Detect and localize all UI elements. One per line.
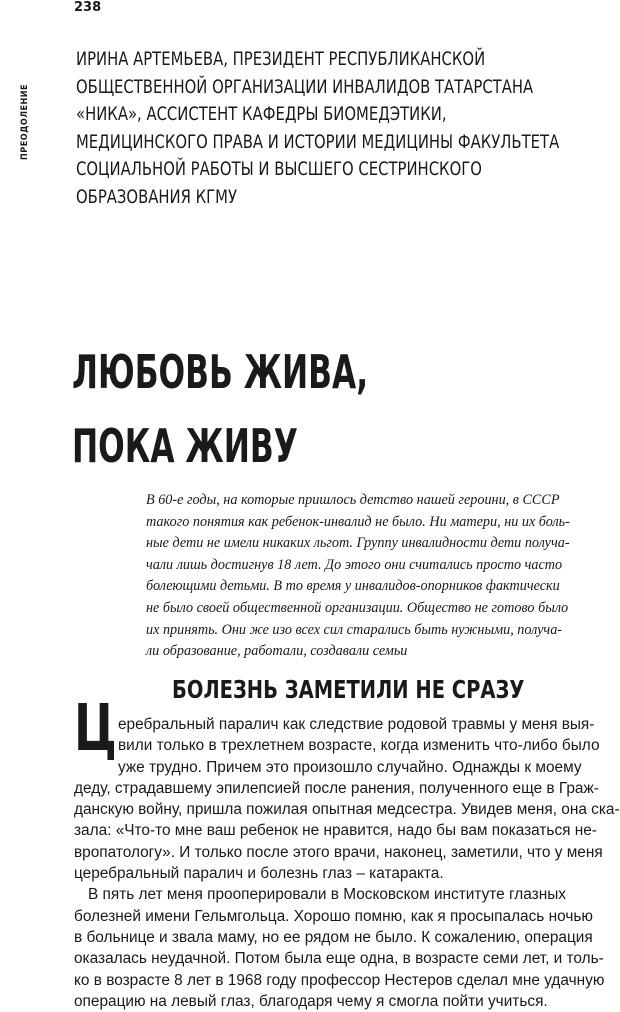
body-line: данскую войну, пришла пожилая опытная медсестра. Увидев меня, она ска-: [74, 801, 620, 819]
body-line: ко в возрасте 8 лет в 1968 году профессор Нестеров сделал мне удачную: [74, 971, 605, 989]
body-line: вропатологу». И только после этого врачи, наконец, заметили, что у меня: [74, 843, 603, 861]
body-line: зала: «Что-то мне ваш ребенок не нравится, надо бы вам показаться не-: [74, 822, 597, 840]
body-line: в больнице и звала маму, но ее рядом не было. К сожалению, операция: [74, 928, 593, 946]
lead-line: чали лишь достигнув 18 лет. До этого они считались просто часто: [146, 556, 563, 573]
article-title: [72, 335, 368, 483]
drop-cap: Ц: [74, 692, 117, 766]
body-line: операцию на левый глаз, благодаря чему я смогла пойти учиться.: [74, 992, 548, 1010]
body-line: деду, страдавшему эпилепсией после ранения, полученного еще в Граж-: [74, 779, 599, 797]
body-line: В пять лет меня прооперировали в Московском институте глазных: [88, 886, 566, 904]
title-line: ПОКА ЖИВУ: [72, 419, 298, 473]
body-line: оказалась неудачной. Потом была еще одна, в возрасте семи лет, и толь-: [74, 950, 604, 968]
author-line: МЕДИЦИНСКОГО ПРАВА И ИСТОРИИ МЕДИЦИНЫ ФАКУЛЬТЕТА: [76, 130, 560, 153]
author-line: ОБЩЕСТВЕННОЙ ОРГАНИЗАЦИИ ИНВАЛИДОВ ТАТАРСТАНА: [76, 75, 534, 98]
page-number: 238: [74, 0, 102, 15]
body-line: еребральный паралич как следствие родовой травмы у меня выя-: [118, 716, 595, 733]
author-line: ИРИНА АРТЕМЬЕВА, ПРЕЗИДЕНТ РЕСПУБЛИКАНСКОЙ: [76, 48, 486, 70]
body-line: церебральный паралич и болезнь глаз – катаракта.: [74, 865, 444, 883]
author-byline: [76, 46, 614, 211]
body-text: [74, 714, 620, 1012]
body-line: вили только в трехлетнем возрасте, когда изменить что-либо было: [118, 737, 600, 755]
lead-line: болеющими детьми. В то время у инвалидов-опорников фактически: [146, 578, 560, 595]
section-label-text: ПРЕОДОЛЕНИЕ: [20, 83, 30, 160]
lead-paragraph: [146, 490, 608, 663]
lead-line: ные дети не имели никаких льгот. Группу инвалидности дети получа-: [146, 535, 570, 552]
body-line: болезней имени Гельмгольца. Хорошо помню, как я просыпалась ночью: [74, 907, 593, 925]
author-line: «НИКА», АССИСТЕНТ КАФЕДРЫ БИОМЕДЭТИКИ,: [76, 103, 447, 125]
author-line: СОЦИАЛЬНОЙ РАБОТЫ И ВЫСШЕГО СЕСТРИНСКОГО: [76, 158, 482, 180]
section-label: [20, 50, 36, 160]
lead-line: такого понятия как ребенок-инвалид не было. Ни матери, ни их боль-: [146, 513, 570, 530]
lead-line: не было своей общественной организации. Общество не готово было: [146, 599, 569, 616]
title-line: ЛЮБОВЬ ЖИВА,: [72, 345, 369, 399]
section-subheading: БОЛЕЗНЬ ЗАМЕТИЛИ НЕ СРАЗУ: [172, 675, 525, 704]
lead-line: их принять. Они же изо всех сил старались быть нужными, получа-: [146, 621, 563, 638]
lead-line: В 60-е годы, на которые пришлось детство нашей героини, в СССР: [146, 492, 560, 508]
body-line: уже трудно. Причем это произошло случайно. Однажды к моему: [118, 758, 582, 776]
author-line: ОБРАЗОВАНИЯ КГМУ: [76, 185, 237, 208]
lead-line: ли образование, работали, создавали семьи: [146, 643, 408, 660]
